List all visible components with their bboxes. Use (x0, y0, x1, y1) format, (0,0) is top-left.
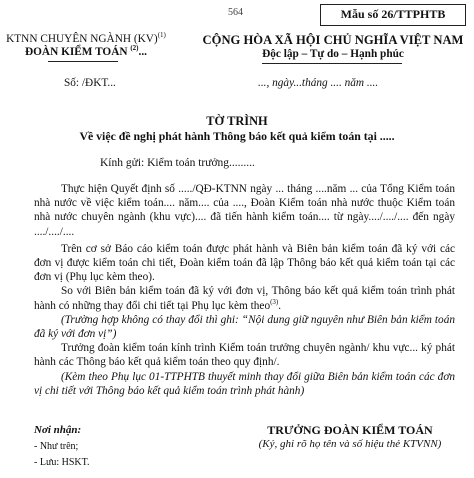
recipient-line: Kính gửi: Kiểm toán trưởng......... (100, 157, 255, 169)
period: . (278, 299, 282, 312)
paragraph-attachment: (Kèm theo Phụ lục 01-TTPHTB thuyết minh thay đổi giữa Biên bản kiểm toán các đơn vị chi tiết với Thông báo kết quả kiểm toán trình phát hành) (34, 370, 455, 397)
paragraph-basis-text: Trên cơ sở Báo cáo kiểm toán được phát hành và Biên bản kiểm toán đã ký với các đơn vị được kiểm toán chi tiết, Đoàn kiểm toán đã lập Thông báo kết quả kiểm toán tại các đơn vị (Phụ lục kèm theo). (34, 242, 455, 284)
paragraph-no-change-note: (Trường hợp không có thay đổi thì ghi: “Nội dung giữ nguyên như Biên bản kiểm toán đã ký với đơn vị”) (34, 313, 455, 341)
audit-team-name (6, 46, 166, 58)
paragraph-request: Trưởng đoàn kiểm toán kính trình Kiểm toán trưởng chuyên ngành/ khu vực... ký phát hành các Thông báo kết quả kiểm toán theo quy định/. (34, 342, 455, 369)
document-date: ..., ngày...tháng .... năm .... (258, 77, 379, 89)
org-name (6, 33, 166, 45)
audit-team-text: ĐOÀN KIỂM TOÁN (24, 46, 131, 58)
signer-title: TRƯỞNG ĐOÀN KIỂM TOÁN (267, 423, 433, 437)
nation-title: CỘNG HÒA XÃ HỘI CHỦ NGHĨA VIỆT NAM (202, 33, 464, 47)
paragraph-changes (34, 284, 455, 312)
footnote-marker-1: (1) (157, 31, 166, 40)
paragraph-changes-text: So với Biên bản kiểm toán đã ký với đơn vị, Thông báo kết quả kiểm toán trình phát hành có những thay đổi chi tiết tại Phụ lục kèm theo (34, 285, 455, 312)
form-code-box: Mẫu số 26/TTPHTB (320, 4, 466, 26)
paragraph-basis (34, 242, 455, 285)
signer-note: (Ký, ghi rõ họ tên và số hiệu thẻ KTVNN) (258, 438, 442, 450)
recipients-heading: Nơi nhận: (34, 424, 82, 436)
org-name-text: KTNN CHUYÊN NGÀNH (KV) (6, 33, 158, 45)
document-title: TỜ TRÌNH (206, 114, 268, 128)
paragraph-decision: Thực hiện Quyết định số ...../QĐ-KTNN ngày ... tháng ....năm ... của Tổng Kiểm toán nhà nước về việc kiểm toán.... năm.... của ...., Đoàn Kiểm toán nhà nước thuộc Kiểm toán nhà nước chuyên ngành (khu vực).... đã tiến hành kiểm toán.... từ ngày..../..../.... đến ngày ..../..../.... (34, 183, 455, 238)
page-number: 564 (228, 7, 243, 18)
footnote-marker-3: (3) (270, 297, 279, 306)
motto-underline (262, 63, 402, 64)
recipient-item: - Như trên; (34, 441, 79, 452)
document-body (34, 182, 455, 398)
audit-team-suffix: ... (138, 46, 147, 58)
national-motto: Độc lập – Tự do – Hạnh phúc (262, 48, 404, 60)
footnote-marker-2: (2) (130, 44, 139, 53)
recipients-heading-text: Nơi nhận (34, 424, 78, 436)
document-reference: Số: /ĐKT... (64, 77, 116, 89)
document-subtitle: Về việc đề nghị phát hành Thông báo kết quả kiểm toán tại ..... (79, 129, 395, 143)
org-underline (48, 61, 118, 62)
recipient-item: - Lưu: HSKT. (34, 457, 90, 468)
